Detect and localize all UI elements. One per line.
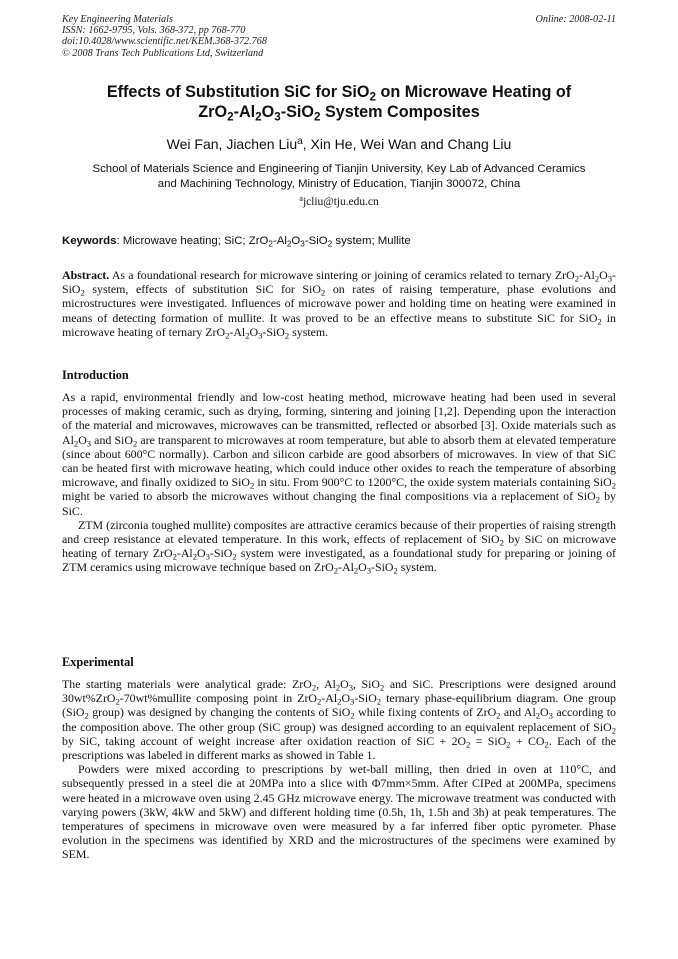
intro-paragraph-2: ZTM (zirconia toughed mullite) composites are attractive ceramics because of their properties of raising strength and creep resistance at elevated temperature. In this work, effects of replacement of SiO$_2$ by SiC on microwave heating of ternary $ZrO_2-Al_2O_3-SiO_2$ system were investigated, as a foundational study for preparing or joining of ZTM ceramics using microwave technique based on $ZrO_2-Al_2O_3-SiO_2$ system. xyxy=(62,517,616,576)
title-line-2: $ZrO_2-Al_2O_3-SiO_2$ System Composites xyxy=(198,103,480,124)
doi-line: doi:10.4028/www.scientific.net/KEM.368-372.768 xyxy=(62,36,267,48)
introduction-heading: Introduction xyxy=(62,368,129,382)
abstract-label: Abstract. xyxy=(62,268,110,282)
title-line-1: Effects of Substitution SiC for SiO$_2$ on Microwave Heating of xyxy=(106,83,572,104)
experimental-section xyxy=(62,677,616,862)
experimental-heading: Experimental xyxy=(62,655,134,669)
paper-title xyxy=(62,82,616,122)
affiliation: School of Materials Science and Engineering of Tianjin University, Key Lab of Advanced Ceramics and Machining Technology, Ministry of Education, Tianjin 300072, China xyxy=(92,163,586,190)
author-email[interactable]: $^a$jcliu@tju.edu.cn xyxy=(299,193,379,208)
introduction-section xyxy=(62,390,616,575)
copyright-line: © 2008 Trans Tech Publications Ltd, Switzerland xyxy=(62,47,264,59)
issn-line: ISSN: 1662-9795, Vols. 368-372, pp 768-770 xyxy=(62,25,246,37)
keywords: Keywords: Microwave heating; SiC; $ZrO_2-Al_2O_3-SiO_2$ system; Mullite xyxy=(62,235,411,249)
author-list: Wei Fan, Jiachen Liu$^a$, Xin He, Wei Wan and Chang Liu xyxy=(166,135,512,152)
online-date: Online: 2008-02-11 xyxy=(535,14,616,25)
journal-name: Key Engineering Materials xyxy=(62,14,173,25)
keywords-label: Keywords xyxy=(62,235,117,247)
exp-paragraph-1: The starting materials were analytical grade: ZrO$_2$, $Al_2O_3$, SiO$_2$ and SiC. Prescriptions were designed around 30wt%ZrO$_2$-70wt%mullite composing point in $ZrO_2-Al_2O_3-SiO_2$ ternary phase-equilibrium diagram. One group (SiO$_2$ group) was designed by changing the contents of SiO$_2$ while fixing contents of ZrO$_2$ and $Al_2O_3$ according to the composition above. The other group (SiC group) was designed according to an equivalent replacement of SiO$_2$ by SiC, taking account of weight increase after oxidation reaction of SiC + $2O_2 = SiO_2 + CO_2$. Each of the prescriptions was labeled in different marks as showed in Table 1. xyxy=(62,677,616,763)
exp-paragraph-2: Powders were mixed according to prescriptions by wet-ball milling, then dried in oven at 110°C, and subsequently pressed in a steel die at 20MPa into a slice with Φ7mm×5mm. After CIPed at 200MPa, specimens were heated in a microwave oven using 2.45 GHz microwave energy. The microwave treatment was conducted with varying powers (3kW, 4kW and 5kW) and different holding time (0.5h, 1h, 1.5h and 3h) at peak temperatures. The temperatures of specimens in microwave oven were measured by a far inferred fiber optic pyrometer. Phase evolution in the specimens was identified by XRD and the microstructures of the specimens were examined by SEM. xyxy=(62,762,616,862)
journal-header xyxy=(62,14,267,59)
intro-paragraph-1: As a rapid, environmental friendly and low-cost heating method, microwave heating had been used in several processes of making ceramic, such as drying, forming, sintering and joining [1,2]. Depending upon the interaction of the material and microwaves, microwaves can be transmitted, reflected or absorbed [3]. Oxide materials such as $Al_2O_3$ and SiO$_2$ are transparent to microwaves at room temperature, but able to absorb them at elevated temperature (since about 600°C normally). Carbon and silicon carbide are good absorbers of microwaves. In view of that SiC can be heated first with microwave heating, which could induce other oxides to reach the temperature of absorbing microwave, and finally oxidized to SiO$_2$ in situ. From 900°C to 1200°C, the oxide system materials containing SiO$_2$ might be varied to absorb the microwaves without changing the final compositions via a replacement of SiO$_2$ by SiC. xyxy=(62,390,616,518)
abstract: Abstract. As a foundational research for microwave sintering or joining of ceramics related to ternary $ZrO_2-Al_2O_3-SiO_2$ system, effects of substitution SiC for SiO$_2$ on rates of raising temperature, phase evolutions and microstructures were investigated. Influences of microwave power and holding time on heating were examined in means of detecting formation of mullite. It was proved to be an effective means to substitute SiC for SiO$_2$ in microwave heating of ternary $ZrO_2-Al_2O_3-SiO_2$ system. xyxy=(62,268,617,341)
